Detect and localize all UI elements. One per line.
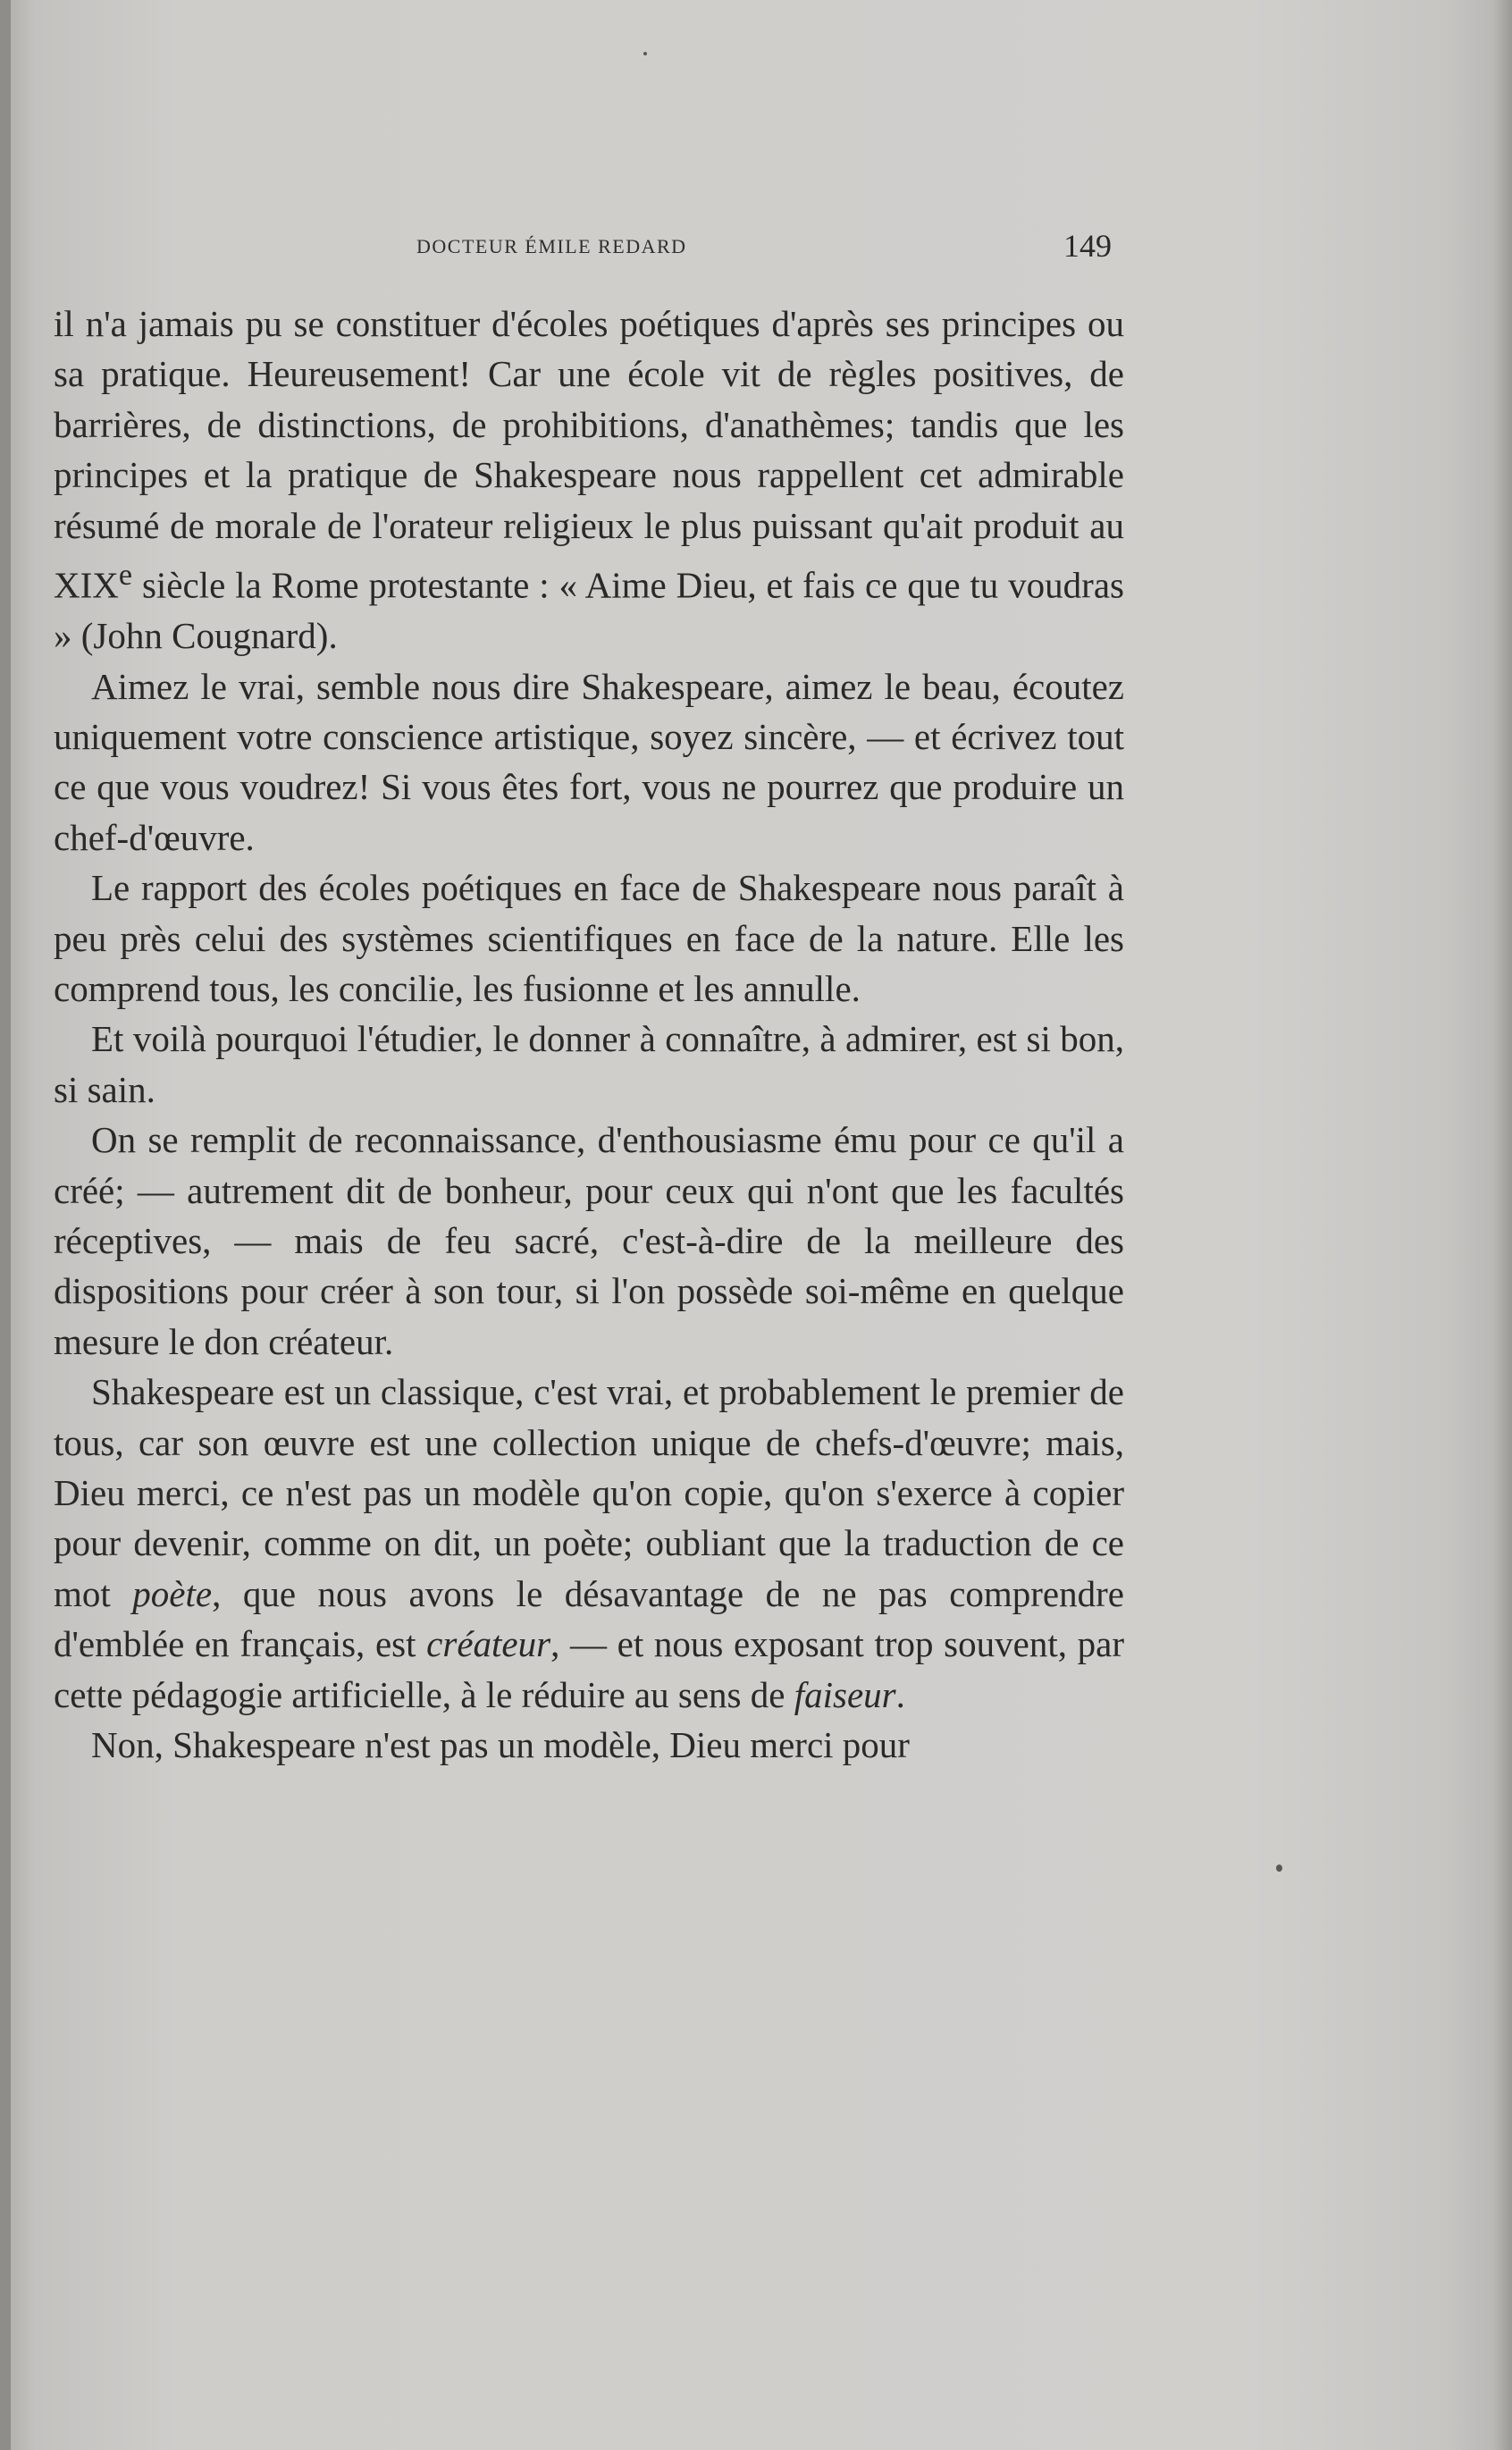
paragraph-3: Le rapport des écoles poétiques en face de Shakespeare nous paraît à peu près celui des systèmes scientifiques en face de la nature. Elle les comprend tous, les concilie, les fusionne et les annulle. [54, 867, 1124, 1009]
page-left-shadow [0, 0, 11, 2450]
century-suffix: e [118, 559, 133, 593]
page-number: 149 [1063, 228, 1112, 264]
paragraph-6-text-c: , — et nous exposant trop souvent, par cette pédagogie artificielle, à le réduire au sens de [54, 1623, 1124, 1715]
paragraph-5: On se remplit de reconnaissance, d'enthousiasme ému pour ce qu'il a créé; — autrement dit de bonheur, pour ceux qui n'ont que les facultés réceptives, — mais de feu sacré, c'est-à-dire de la meilleure des dispositions pour créer à son tour, si l'on possède soi-même en quelque mesure le don créateur. [54, 1119, 1124, 1362]
century-numeral: XIX [54, 564, 119, 606]
paragraph-6-text-d: . [895, 1673, 905, 1715]
italic-word-poete: poète [132, 1572, 213, 1614]
body-text [54, 299, 1124, 1770]
paragraph-1-text: il n'a jamais pu se constituer d'écoles poétiques d'après ses principes ou sa pratique. Heureusement! Car une école vit de règles positives, de barrières, de distinctions, de prohibitions, d'anathèmes; tandis que les principes et la pratique de Shakespeare nous rappellent cet admirable résumé de morale de l'orateur religieux le plus puissant qu'ait produit au [54, 303, 1124, 546]
paragraph-1-text-end: siècle la Rome protestante : « Aime Dieu, et fais ce que tu voudras » (John Cougnard). [54, 564, 1124, 657]
italic-word-faiseur: faiseur [794, 1673, 896, 1715]
paragraph-6-text-b: , que nous avons le désavantage de ne pas comprendre d'emblée en français, est [54, 1572, 1124, 1665]
paragraph-6-text-a: Shakespeare est un classique, c'est vrai, et probablement le premier de tous, car son œuvre est une collection unique de chefs-d'œuvre; mais, Dieu merci, ce n'est pas un modèle qu'on copie, qu'on s'exerce à copier pour devenir, comme on dit, un poète; oubliant que la traduction de ce mot [54, 1371, 1124, 1614]
running-head: DOCTEUR ÉMILE REDARD [416, 235, 687, 257]
scan-speck [1276, 1865, 1282, 1872]
paragraph-7: Non, Shakespeare n'est pas un modèle, Dieu merci pour [91, 1724, 910, 1766]
paragraph-1 [54, 299, 1124, 661]
paragraph-2: Aimez le vrai, semble nous dire Shakespeare, aimez le beau, écoutez uniquement votre conscience artistique, soyez sincère, — et écrivez tout ce que vous voudrez! Si vous êtes fort, vous ne pourrez que produire un chef-d'œuvre. [54, 665, 1124, 858]
paragraph-4: Et voilà pourquoi l'étudier, le donner à connaître, à admirer, est si bon, si sain. [54, 1018, 1124, 1110]
paragraph-6 [54, 1367, 1124, 1720]
page-right-edge [1492, 0, 1512, 2450]
scan-speck [643, 52, 647, 55]
italic-word-createur: créateur [426, 1623, 551, 1665]
